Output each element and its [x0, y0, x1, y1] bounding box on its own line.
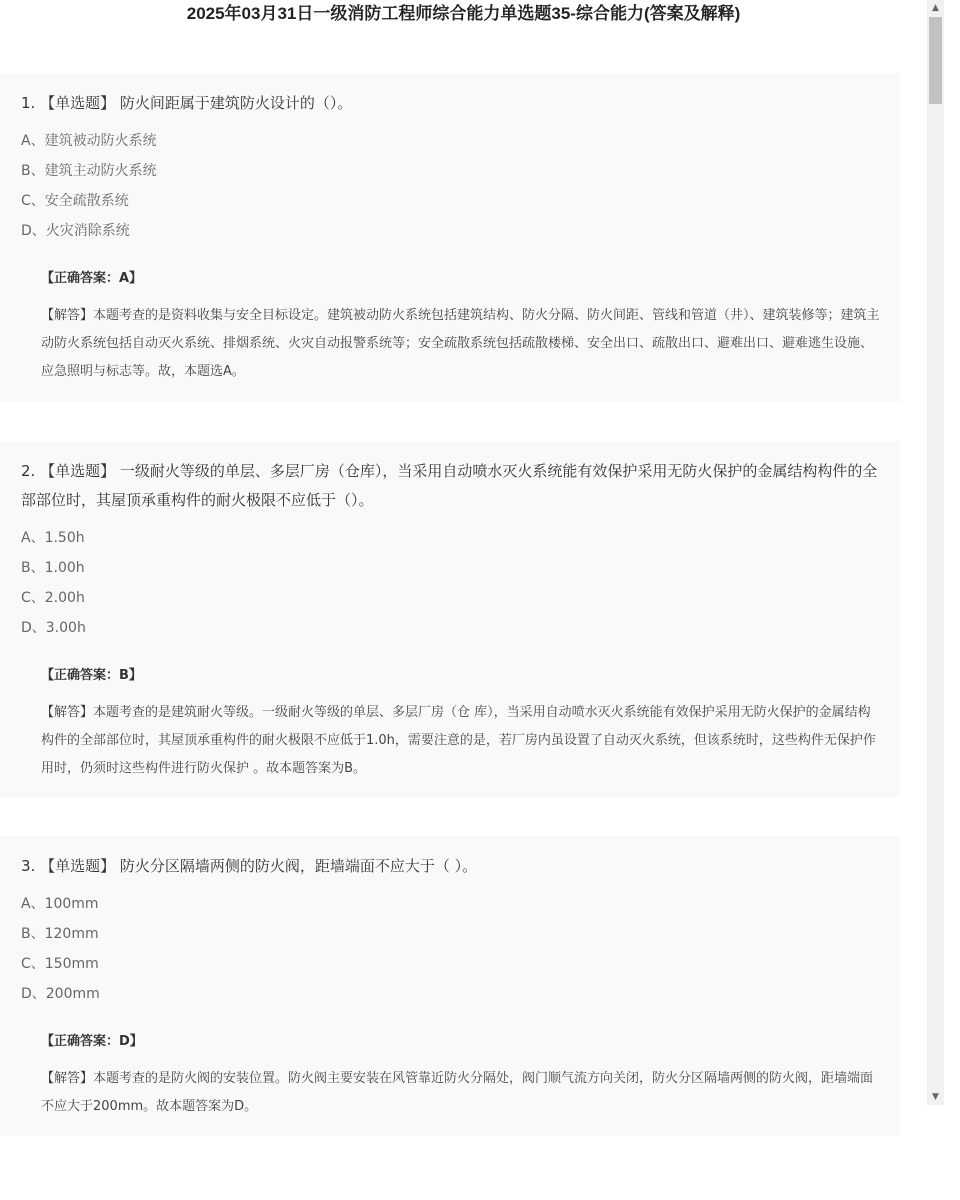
question-card-2: [0, 441, 900, 797]
analysis-body: 本题考查的是资料收集与安全目标设定。建筑被动防火系统包括建筑结构、防火分隔、防火间距、管线和管道（井）、建筑装修等；建筑主动防火系统包括自动灭火系统、排烟系统、火灾自动报警系统等；安全疏散系统包括疏散楼梯、安全出口、疏散出口、避难出口、避难逃生设施、应急照明与标志等。故，本题选A。: [41, 308, 880, 379]
option-b[interactable]: B、建筑主动防火系统: [21, 163, 157, 179]
answer-block: [21, 1031, 880, 1121]
option-b[interactable]: B、120mm: [21, 926, 99, 942]
option-b[interactable]: B、1.00h: [21, 560, 85, 576]
scroll-down-icon[interactable]: ▼: [932, 1092, 939, 1102]
question-stem: [21, 457, 880, 515]
correct-answer: 【正确答案：B】: [41, 668, 142, 683]
option-a[interactable]: A、1.50h: [21, 530, 85, 546]
option-d[interactable]: D、3.00h: [21, 620, 86, 636]
correct-answer: 【正确答案：D】: [41, 1034, 143, 1049]
option-c[interactable]: C、2.00h: [21, 590, 85, 606]
page-title: 2025年03月31日一级消防工程师综合能力单选题35-综合能力(答案及解释): [186, 4, 741, 23]
scrollbar-thumb[interactable]: [929, 17, 942, 104]
analysis-body: 本题考查的是防火阀的安装位置。防火阀主要安装在风管靠近防火分隔处，阀门顺气流方向关闭，防火分区隔墙两侧的防火阀，距墙端面不应大于200mm。故本题答案为D。: [41, 1071, 874, 1114]
option-c[interactable]: C、150mm: [21, 956, 99, 972]
option-d[interactable]: D、火灾消除系统: [21, 223, 130, 239]
option-a[interactable]: A、100mm: [21, 896, 99, 912]
vertical-scrollbar[interactable]: [927, 0, 944, 1105]
question-type-tag: 【单选题】: [40, 94, 116, 112]
analysis-text: [41, 699, 880, 783]
question-card-3: [0, 836, 900, 1136]
analysis-label: 【解答】: [41, 1071, 94, 1086]
question-card-1: [0, 73, 900, 402]
question-text: 一级耐火等级的单层、多层厂房（仓库），当采用自动喷水灭火系统能有效保护采用无防火保护的金属结构构件的全部部位时，其屋顶承重构件的耐火极限不应低于（）。: [21, 462, 878, 509]
answer-block: [21, 665, 880, 783]
question-number: 1.: [21, 94, 36, 112]
question-text: 防火间距属于建筑防火设计的（）。: [119, 94, 353, 112]
analysis-text: [41, 302, 880, 386]
correct-answer: 【正确答案：A】: [41, 271, 143, 286]
option-c[interactable]: C、安全疏散系统: [21, 193, 129, 209]
analysis-text: [41, 1065, 880, 1121]
answer-block: [21, 268, 880, 386]
option-a[interactable]: A、建筑被动防火系统: [21, 133, 157, 149]
question-type-tag: 【单选题】: [40, 462, 116, 480]
question-type-tag: 【单选题】: [40, 857, 116, 875]
analysis-label: 【解答】: [41, 705, 94, 720]
question-text: 防火分区隔墙两侧的防火阀，距墙端面不应大于（ ）。: [119, 857, 478, 875]
question-stem: [21, 852, 880, 881]
question-stem: [21, 89, 880, 118]
analysis-label: 【解答】: [41, 308, 94, 323]
scroll-up-icon[interactable]: ▲: [932, 3, 939, 13]
question-number: 3.: [21, 857, 36, 875]
analysis-body: 本题考查的是建筑耐火等级。一级耐火等级的单层、多层厂房（仓 库），当采用自动喷水灭火系统能有效保护采用无防火保护的金属结构构件的全部部位时，其屋顶承重构件的耐火极限不应低于1.0h，需要注意的是，若厂房内虽设置了自动灭火系统，但该系统时，这些构件无保护作用时，仍须时这些构件进行防火保护 。故本题答案为B。: [41, 705, 876, 776]
option-d[interactable]: D、200mm: [21, 986, 100, 1002]
question-number: 2.: [21, 462, 36, 480]
